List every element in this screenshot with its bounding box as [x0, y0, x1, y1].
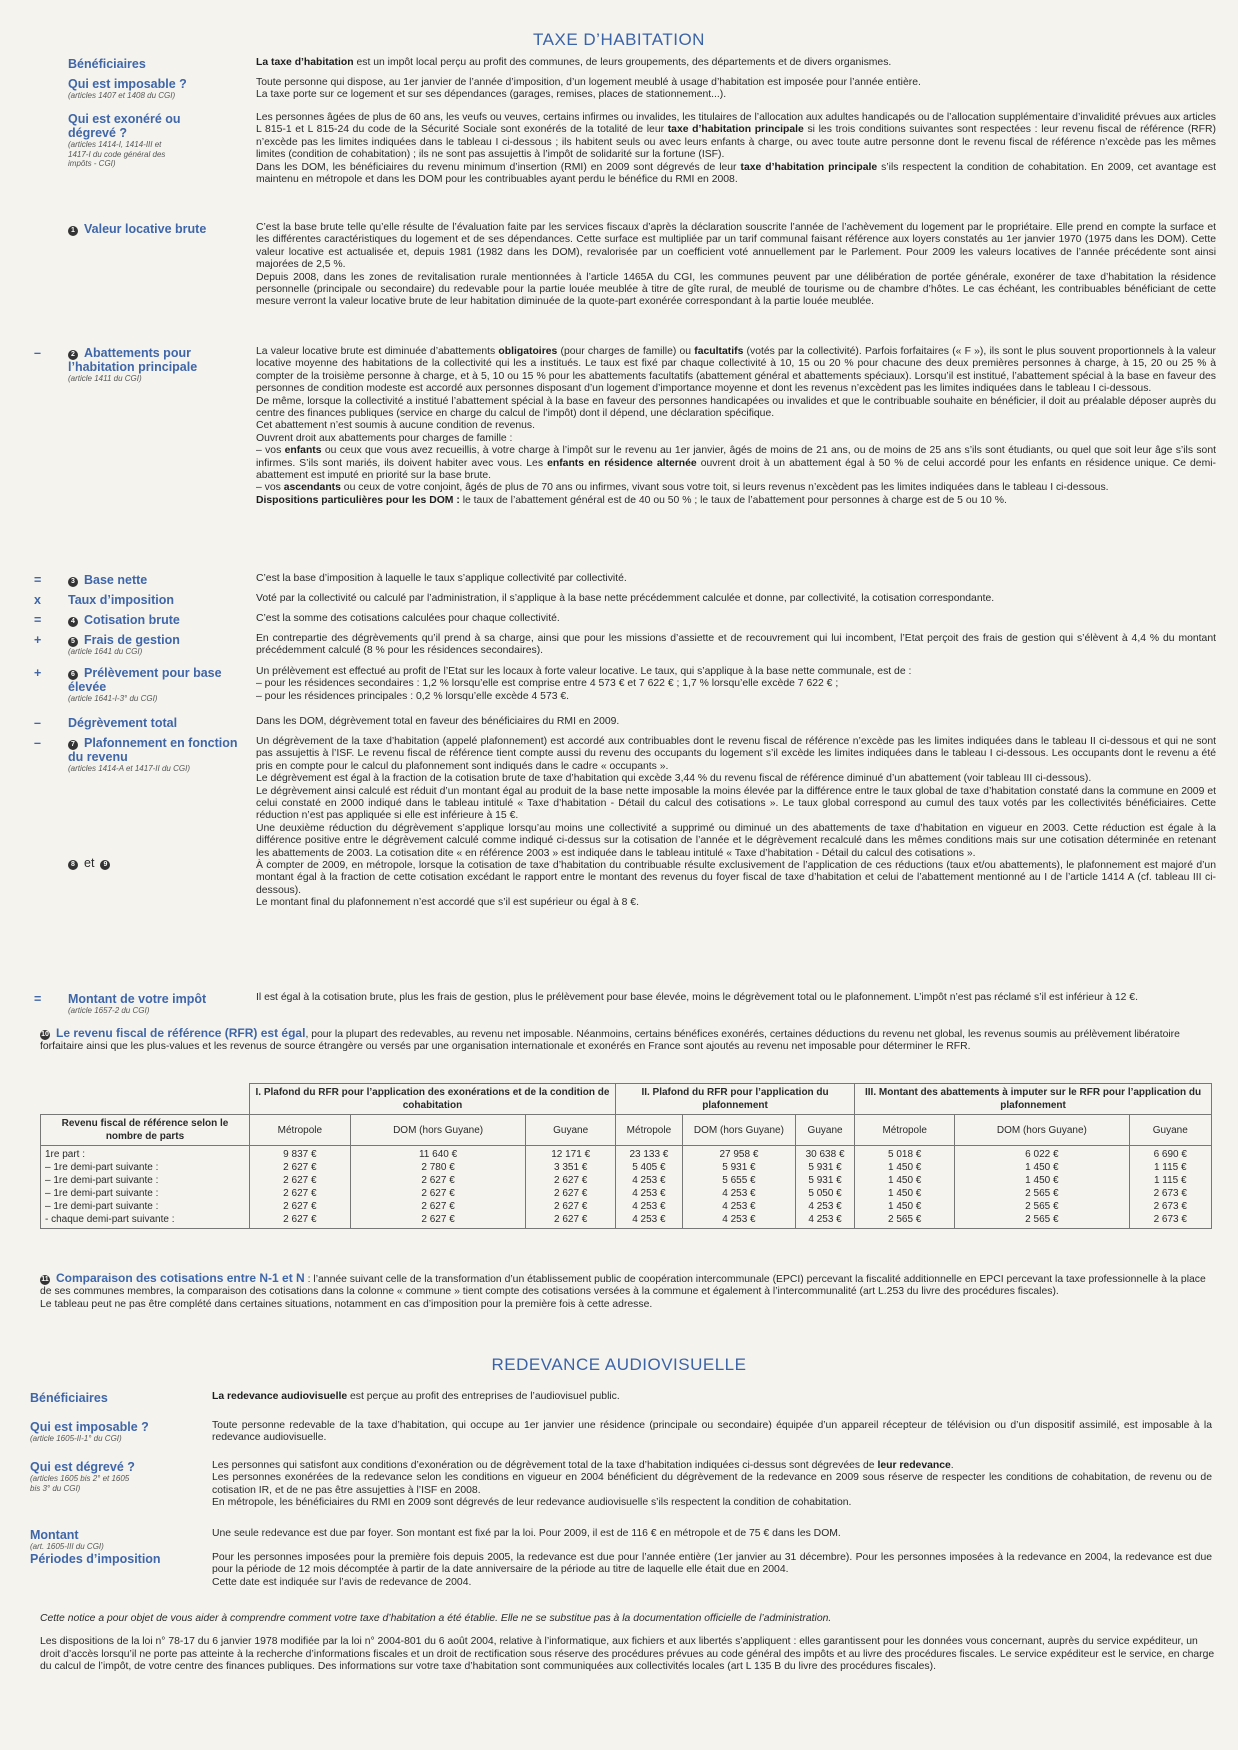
label-base-nette: = 3 Base nette — [34, 573, 148, 587]
text-taux: Voté par la collectivité ou calculé par l’administration, il s’applique à la base nette précédemment calculée et donne, par collectivité, la cotisation correspondante. — [256, 593, 995, 604]
table-cell — [350, 1146, 526, 1229]
table-value: 2 627 € — [421, 1175, 455, 1186]
step-number-icon: 8 — [68, 860, 78, 870]
table-value: 1 450 € — [887, 1175, 922, 1186]
text-degrevement: Dans les DOM, dégrèvement total en faveur des bénéficiaires du RMI en 2009. — [256, 716, 620, 727]
text-abattements: La valeur locative brute est diminuée d’abattements obligatoires (pour charges de famille) ou facultatifs (votés par la collectivité). Parfois forfaitaires (« F »), ils sont le plus souvent proportionnels à la valeur locative moyenne des habitations de la collectivité qui les a institués. Le taux est fixé par chaque collectivité à 10, 15 ou 20 % pour chacune des deux premières personnes à charge, à 15, 20 ou 25 % à compter de la troisième personne à charge, et à 5, 10 ou 15 % pour les abattements facultatifs (abattement général et abattements spéciaux). Lorsqu’il est institué, l’abattement spécial à la base en faveur des personnes de condition modeste est accordé aux personnes disposant d’un logement d’importance moyenne et dont les revenus n’excèdent pas les limites indiquées dans le tableau I ci-dessous. De même, lorsque la collectivité a institué l’abattement spécial à la base en faveur des personnes handicapées ou invalides et que le contribuable souhaite en bénéficier, il doit au préalable déposer auprès du centre des finances publiques (service en charge du calcul de l’impôt) dont il dépend, une déclaration spécifique. Cet abattement n’est soumis à aucune condition de revenus. Ouvrent droit aux abattements pour charges de famille : – vos enfants ou ceux que vous avez recueillis, à votre charge à l’impôt sur le revenu au 1er janvier, âgés de moins de 21 ans, ou de moins de 25 ans s’ils sont étudiants, ou quel que soit leur âge s’ils sont infirmes. S’ils sont mariés, ils doivent habiter avec vous. Les enfants en résidence alternée ouvrent droit à un abattement égal à 50 % de celui accordé pour les enfants en résidence unique. Ce demi-abattement est imputé en priorité sur la base brute. – vos ascendants ou ceux de votre conjoint, âgés de plus de 70 ans ou infirmes, vivant sous votre toit, si leurs revenus n’excèdent pas les limites indiquées dans le tableau I ci-dessous. Dispositions particulières pour les DOM : le taux de l’abattement général est de 40 ou 50 % ; le taux de l’abattement pour personnes à charge est de 5 ou 10 %. — [256, 346, 1217, 506]
table-value: 5 931 € — [808, 1175, 842, 1186]
step-number-icon: 7 — [68, 740, 78, 750]
step-number-icon: 3 — [68, 577, 78, 587]
text-red-periodes: Pour les personnes imposées pour la première fois depuis 2005, la redevance est due pour l’année entière (1er janvier au 31 décembre). Pour les personnes imposées à la redevance en 2004, la redevance est due pour la période de 12 mois décomptée à partir de la date anniversaire de la période au titre de laquelle elle était due en 2004. Cette date est indiquée sur l’avis de redevance de 2004. — [212, 1552, 1212, 1588]
label-red-periodes: Périodes d’imposition — [30, 1552, 161, 1566]
table-body — [41, 1146, 1212, 1229]
label-cotisation: = 4 Cotisation brute — [34, 613, 180, 627]
table-cell — [1129, 1146, 1211, 1229]
step-number-icon: 4 — [68, 617, 78, 627]
table-value: 2 565 € — [1025, 1188, 1059, 1199]
table-row-header: Revenu fiscal de référence selon le nombre de parts — [41, 1115, 250, 1146]
label-valeur-locative: 1 Valeur locative brute — [68, 222, 248, 236]
table-row-label: - chaque demi-part suivante : — [45, 1214, 175, 1225]
table-cell — [795, 1146, 854, 1229]
table-value: 12 171 € — [551, 1149, 591, 1160]
footer-text: Les dispositions de la loi n° 78-17 du 6 janvier 1978 modifiée par la loi n° 2004-801 du 6 août 2004, relative à l’informatique, aux fichiers et aux libertés s’appliquent : elles garantissent pour les données vous concernant, auprès du service expéditeur, un droit d’accès lorsqu’il ne porte pas atteinte à la recherche d’informations fiscales et un droit de rectification sous réserve des procédures prévues au code général des impôts et au livre des procédures fiscales. Le service expéditeur est le service, en charge du calcul de l’impôt, de votre centre des finances publiques. Des informations sur votre taxe d’habitation sont communiquées aux collectivités locales (art L 135 B du livre des procédures fiscales). — [40, 1636, 1215, 1672]
step-number-icon: 1 — [68, 226, 78, 236]
label-beneficiaires: Bénéficiaires — [68, 57, 146, 71]
table-col-header: Métropole — [855, 1115, 955, 1146]
text-cotisation: C’est la somme des cotisations calculées pour chaque collectivité. — [256, 613, 560, 624]
table-value: 4 253 € — [808, 1201, 842, 1212]
label-8-et-9: 8 et 9 — [68, 856, 248, 870]
table-row-labels — [41, 1146, 250, 1229]
table-row-label: – 1re demi-part suivante : — [45, 1201, 159, 1212]
table-value: 23 133 € — [629, 1149, 669, 1160]
text-red-imposable: Toute personne redevable de la taxe d’habitation, qui occupe au 1er janvier une résidence (principale ou secondaire) équipée d’un appareil récepteur de télévision ou d’un dispositif assimilé, est imposable à la redevance audiovisuelle. — [212, 1420, 1212, 1444]
table-value: 2 565 € — [887, 1214, 922, 1225]
table-value: 2 627 € — [283, 1175, 317, 1186]
label-red-imposable: Qui est imposable ? (article 1605-II-1° du CGI) — [30, 1420, 149, 1443]
section-title-redevance: REDEVANCE AUDIOVISUELLE — [491, 1355, 747, 1374]
table-value: 5 931 € — [722, 1162, 756, 1173]
text-red-degreve: Les personnes qui satisfont aux conditions d’exonération ou de dégrèvement total de la taxe d’habitation indiquées ci-dessus sont dégrevées de leur redevance. Les personnes exonérées de la redevance selon les conditions en vigueur en 2004 bénéficient du dégrèvement de la redevance en 2009 sous réserve de respecter les conditions de cohabitation, de revenu ou de cotisation IR, et de ne pas être assujetties à l’ISF en 2008. En métropole, les bénéficiaires du RMI en 2009 sont dégrevés de leur redevance audiovisuelle s’ils respectent la condition de cohabitation. — [212, 1460, 1212, 1509]
label-plafonnement: – 7 Plafonnement en fonction du revenu (articles 1414-A et 1417-II du CGI) — [34, 736, 238, 773]
table-row-label: – 1re demi-part suivante : — [45, 1162, 159, 1173]
table-row-label: 1re part : — [45, 1149, 86, 1160]
table-group-header: III. Montant des abattements à imputer sur le RFR pour l’application du plafonnement — [855, 1084, 1212, 1115]
table-value: 11 640 € — [418, 1149, 458, 1160]
table-value: 5 405 € — [632, 1162, 666, 1173]
label-frais: + 5 Frais de gestion (article 1641 du CGI) — [34, 633, 180, 656]
table-value: 1 450 € — [887, 1162, 922, 1173]
label-red-beneficiaires: Bénéficiaires — [30, 1391, 108, 1405]
table-col-header: DOM (hors Guyane) — [682, 1115, 795, 1146]
table-value: 2 627 € — [421, 1201, 455, 1212]
step-number-icon: 2 — [68, 350, 78, 360]
table-value: 2 627 € — [283, 1201, 317, 1212]
table-value: 1 115 € — [1153, 1175, 1187, 1186]
table-value: 30 638 € — [805, 1149, 845, 1160]
text-red-montant: Une seule redevance est due par foyer. Son montant est fixé par la loi. Pour 2009, il est de 116 € en métropole et de 75 € dans les DOM. — [212, 1528, 841, 1539]
table-value: 2 627 € — [553, 1175, 588, 1186]
table-value: 2 627 € — [283, 1162, 317, 1173]
table-value: 2 673 € — [1153, 1201, 1187, 1212]
label-prelevement: + 6 Prélèvement pour base élevée (article 1641-I-3° du CGI) — [34, 666, 222, 703]
table-value: 4 253 € — [632, 1201, 666, 1212]
table-value: 4 253 € — [722, 1188, 756, 1199]
table-col-header: Métropole — [615, 1115, 682, 1146]
table-value: 27 958 € — [719, 1149, 759, 1160]
text-frais: En contrepartie des dégrèvements qu’il prend à sa charge, ainsi que pour les missions d’assiette et de recouvrement qui lui incombent, l’Etat perçoit des frais de gestion qui s’élèvent à 4,4 % du montant précédemment calculé (8 % pour les résidences secondaires). — [256, 633, 1216, 657]
table-value: 1 450 € — [1025, 1162, 1059, 1173]
label-red-montant: Montant (art. 1605-III du CGI) — [30, 1528, 104, 1551]
table-value: 2 627 € — [283, 1188, 317, 1199]
table-value: 2 627 € — [421, 1214, 455, 1225]
table-cell — [615, 1146, 682, 1229]
label-abattements: – 2 Abattements pour l’habitation principale (article 1411 du CGI) — [34, 346, 198, 383]
table-col-header: Guyane — [526, 1115, 616, 1146]
table-value: 2 627 € — [553, 1201, 588, 1212]
text-base-nette: C’est la base d’imposition à laquelle le taux s’applique collectivité par collectivité. — [256, 573, 627, 584]
table-value: 2 780 € — [421, 1162, 455, 1173]
table-value: 5 050 € — [808, 1188, 842, 1199]
table-value: 9 837 € — [283, 1149, 317, 1160]
table-col-header: DOM (hors Guyane) — [955, 1115, 1129, 1146]
table-cell — [250, 1146, 351, 1229]
table-cell — [855, 1146, 955, 1229]
table-row-label: – 1re demi-part suivante : — [45, 1188, 159, 1199]
table-value: 2 673 € — [1153, 1188, 1187, 1199]
label-red-degreve: Qui est dégrevé ? (articles 1605 bis 2° et 1605 bis 3° du CGI) — [30, 1460, 135, 1493]
footer-notice — [40, 1603, 1220, 1684]
text-qui-imposable: Toute personne qui dispose, au 1er janvier de l’année d’imposition, d’un logement meublé à usage d’habitation est imposée pour l’année entière. La taxe porte sur ce logement et sur ses dépendances (garages, remises, places de stationnement...). — [256, 77, 921, 101]
table-value: 4 253 € — [808, 1214, 842, 1225]
label-degrevement: – Dégrèvement total — [34, 716, 178, 730]
table-cell — [526, 1146, 616, 1229]
table-value: 2 565 € — [1025, 1214, 1059, 1225]
step-number-icon: 5 — [68, 637, 78, 647]
table-value: 1 450 € — [887, 1188, 922, 1199]
table-value: 1 450 € — [1025, 1175, 1059, 1186]
label-taux: x Taux d’imposition — [34, 593, 175, 607]
text-red-beneficiaires: La redevance audiovisuelle est perçue au profit des entreprises de l’audiovisuel public. — [212, 1391, 620, 1402]
table-group-header: II. Plafond du RFR pour l’application du plafonnement — [615, 1084, 854, 1115]
table-value: 4 253 € — [632, 1214, 666, 1225]
table-value: 2 565 € — [1025, 1201, 1059, 1212]
table-value: 2 627 € — [553, 1188, 588, 1199]
table-col-header: Guyane — [795, 1115, 854, 1146]
text-montant: Il est égal à la cotisation brute, plus les frais de gestion, plus le prélèvement pour base élevée, moins le dégrèvement total ou le plafonnement. L’impôt n’est pas réclamé s’il est inférieur à 12 €. — [256, 992, 1138, 1003]
rfr-paragraph: 10 Le revenu fiscal de référence (RFR) est égal, pour la plupart des redevables, au revenu net imposable. Néanmoins, certains bénéfices exonérés, certaines déductions du revenu net global, les revenus soumis au prélèvement libératoire forfaitaire ainsi que les plus-values et les revenus de source étrangère ou versés par une organisation internationale et exonérés en France sont ajoutés au revenu net imposable pour déterminer le RFR. — [40, 1026, 1180, 1053]
table-value: 1 450 € — [887, 1201, 922, 1212]
table-col-header: Métropole — [250, 1115, 351, 1146]
step-number-icon: 9 — [100, 860, 110, 870]
section-title-taxe: TAXE D’HABITATION — [533, 30, 705, 49]
table-value: 6 690 € — [1153, 1149, 1187, 1160]
text-beneficiaires: La taxe d’habitation est un impôt local perçu au profit des communes, de leurs groupements, des départements et de divers organismes. — [256, 57, 892, 68]
text-valeur-locative: C’est la base brute telle qu’elle résulte de l’évaluation faite par les services fiscaux d’après la déclaration souscrite l’année de l’achèvement du logement par le propriétaire. Elle prend en compte la surface et les différentes caractéristiques du logement et de ses dépendances. Cette surface est multipliée par un tarif communal faisant référence aux loyers constatés au 1er janvier 1970 (1975 dans les DOM). Cette valeur locative est actualisée et, depuis 1981 (1982 dans les DOM), revalorisée par un coefficient voté annuellement par le Parlement. Pour 2009 les valeurs locatives de l’année précédente sont ainsi majorées de 2,5 %. Depuis 2008, dans les zones de revitalisation rurale mentionnées à l’article 1465A du CGI, les communes peuvent par une délibération de portée générale, exonérer de taxe d’habitation la résidence personnelle (principale ou secondaire) du redevable pour la partie louée meublée à titre de gîte rural, de meublé de tourisme ou de chambre d’hôtes. Le cas échéant, les contribuables bénéficiant de cette mesure verront la valeur locative brute de leur habitation diminuée de la quote-part exonérée correspondant à la partie louée meublée. — [256, 222, 1216, 308]
rfr-table — [40, 1083, 1212, 1229]
step-number-icon: 10 — [41, 1031, 49, 1038]
table-value: 4 253 € — [632, 1175, 666, 1186]
table-col-header: DOM (hors Guyane) — [350, 1115, 526, 1146]
comparaison-paragraph: 11 Comparaison des cotisations entre N-1 et N : l’année suivant celle de la transformation d’un établissement public de coopération intercommunale (EPCI) percevant la fiscalité additionnelle en EPCI percevant la taxe professionnelle à la place de ses communes membres, la comparaison des cotisations dans la colonne « commune » tient compte des cotisations versées à la commune et également à l’intercommunalité (art L.253 du livre des procédures fiscales). Le tableau peut ne pas être complété dans certaines situations, notamment en cas d’imposition pour la première fois à cette adresse. — [40, 1271, 1206, 1310]
table-group-header: I. Plafond du RFR pour l’application des exonérations et de la condition de cohabitation — [250, 1084, 616, 1115]
footer-italic: Cette notice a pour objet de vous aider à comprendre comment votre taxe d’habitation a été établie. Elle ne se substitue pas à la documentation officielle de l’administration. — [40, 1613, 832, 1625]
table-value: 4 253 € — [722, 1201, 756, 1212]
table-value: 4 253 € — [632, 1188, 666, 1199]
table-value: 2 673 € — [1153, 1214, 1187, 1225]
label-qui-imposable: Qui est imposable ? (articles 1407 et 1408 du CGI) — [68, 77, 187, 100]
table-cell — [682, 1146, 795, 1229]
table-value: 2 627 € — [283, 1214, 317, 1225]
step-number-icon: 11 — [41, 1276, 49, 1283]
table-cell — [955, 1146, 1129, 1229]
table-value: 5 931 € — [808, 1162, 842, 1173]
text-prelevement: Un prélèvement est effectué au profit de l’Etat sur les locaux à forte valeur locative. Le taux, qui s’applique à la base nette communale, est de : – pour les résidences secondaires : 1,2 % lorsqu’elle est comprise entre 4 573 € et 7 622 € ; 1,7 % lorsqu’elle excède 7 622 € ; – pour les résidences principales : 0,2 % lorsqu’elle excède 4 573 €. — [256, 666, 912, 702]
table-value: 5 018 € — [887, 1149, 922, 1160]
table-value: 1 115 € — [1153, 1162, 1187, 1173]
table-value: 2 627 € — [553, 1214, 588, 1225]
label-montant: = Montant de votre impôt (article 1657-2 du CGI) — [34, 992, 207, 1015]
table-value: 6 022 € — [1025, 1149, 1059, 1160]
step-number-icon: 6 — [68, 670, 78, 680]
label-qui-exonere: Qui est exonéré ou dégrevé ? (articles 1414-I, 1414-III et 1417-I du code général des impôts - CGI) — [68, 112, 181, 168]
table-value: 5 655 € — [722, 1175, 756, 1186]
table-row-label: – 1re demi-part suivante : — [45, 1175, 159, 1186]
table-col-header: Guyane — [1129, 1115, 1211, 1146]
table-value: 3 351 € — [553, 1162, 588, 1173]
table-value: 4 253 € — [722, 1214, 756, 1225]
text-qui-exonere: Les personnes âgées de plus de 60 ans, les veufs ou veuves, certains infirmes ou invalides, les titulaires de l’allocation aux adultes handicapés ou de l’allocation supplémentaire d’invalidité prévues aux articles L 815-1 et L 815-24 du code de la Sécurité Sociale sont exonérés de la totalité de leur taxe d’habitation principale si les trois conditions suivantes sont respectées : leur revenu fiscal de référence (RFR) n’excède pas les limites indiquées dans le tableau I ci-dessous ; ils habitent seuls ou avec leurs enfants à charge, ou avec toute autre personne dont le revenu fiscal de référence n’excède pas les mêmes limites (condition de cohabitation) ; ils ne sont pas assujettis à l’impôt de solidarité sur la fortune (ISF). Dans les DOM, les bénéficiaires du revenu minimum d’insertion (RMI) en 2009 sont dégrevés de leur taxe d’habitation principale s’ils respectent la condition de cohabitation. En 2009, cet avantage est maintenu en métropole et dans les DOM pour les contribuables ayant perdu le bénéfice du RMI en 2008. — [256, 112, 1216, 186]
table-value: 2 627 € — [421, 1188, 455, 1199]
text-plafonnement: Un dégrèvement de la taxe d’habitation (appelé plafonnement) est accordé aux contribuables dont le revenu fiscal de référence n’excède pas les limites indiquées dans le tableau II ci-dessous et qui ne sont pas assujettis à l’ISF. Le revenu fiscal de référence tient compte aussi du revenu des occupants du logement s’il excède les limites indiquées dans le tableau I ci-dessous. Les occupants dont le revenu a été pris en compte pour le calcul du plafonnement sont indiqués dans le cadre « occupants ». Le dégrèvement est égal à la fraction de la cotisation brute de taxe d’habitation qui excède 3,44 % du revenu fiscal de référence diminué d’un abattement (voir tableau III ci-dessous). Le dégrèvement ainsi calculé est réduit d’un montant égal au produit de la base nette imposable la moins élevée par la différence entre le taux global de taxe d’habitation constaté dans la commune en 2009 et celui constaté en 2000 indiqué dans le tableau intitulé « Taxe d’habitation - Détail du calcul des cotisations ». Le taux global correspond au cumul des taux votés par les collectivités bénéficiaires. Cette réduction n’est pas appliquée si elle est inférieure à 15 €. Une deuxième réduction du dégrèvement s’applique lorsqu’au moins une collectivité a supprimé ou diminué un des abattements de taxe d’habitation en vigueur en 2003. Cette réduction est égale à la différence positive entre le dégrèvement calculé comme indiqué ci-dessus sur la cotisation de l’année et le dégrèvement recalculé dans les mêmes conditions mais sur une cotisation déterminée en retenant les abattements de 2003. La cotisation dite « en référence 2003 » est indiquée dans le tableau intitulé « Taxe d’habitation - Détail du calcul des cotisations ». À compter de 2009, en métropole, lorsque la cotisation de taxe d’habitation du contribuable résulte exclusivement de l’application de ces réductions (taux et/ou abattements), le plafonnement est majoré d’un montant égal à la fraction de cette cotisation excédant le rapport entre le montant des revenus du foyer fiscal de taxe d’habitation et celui de l’abattement mentionné au I de l’article 1414 A (cf. tableau III ci-dessous). Le montant final du plafonnement n’est accordé que s’il est supérieur ou égal à 8 €. — [256, 736, 1216, 909]
